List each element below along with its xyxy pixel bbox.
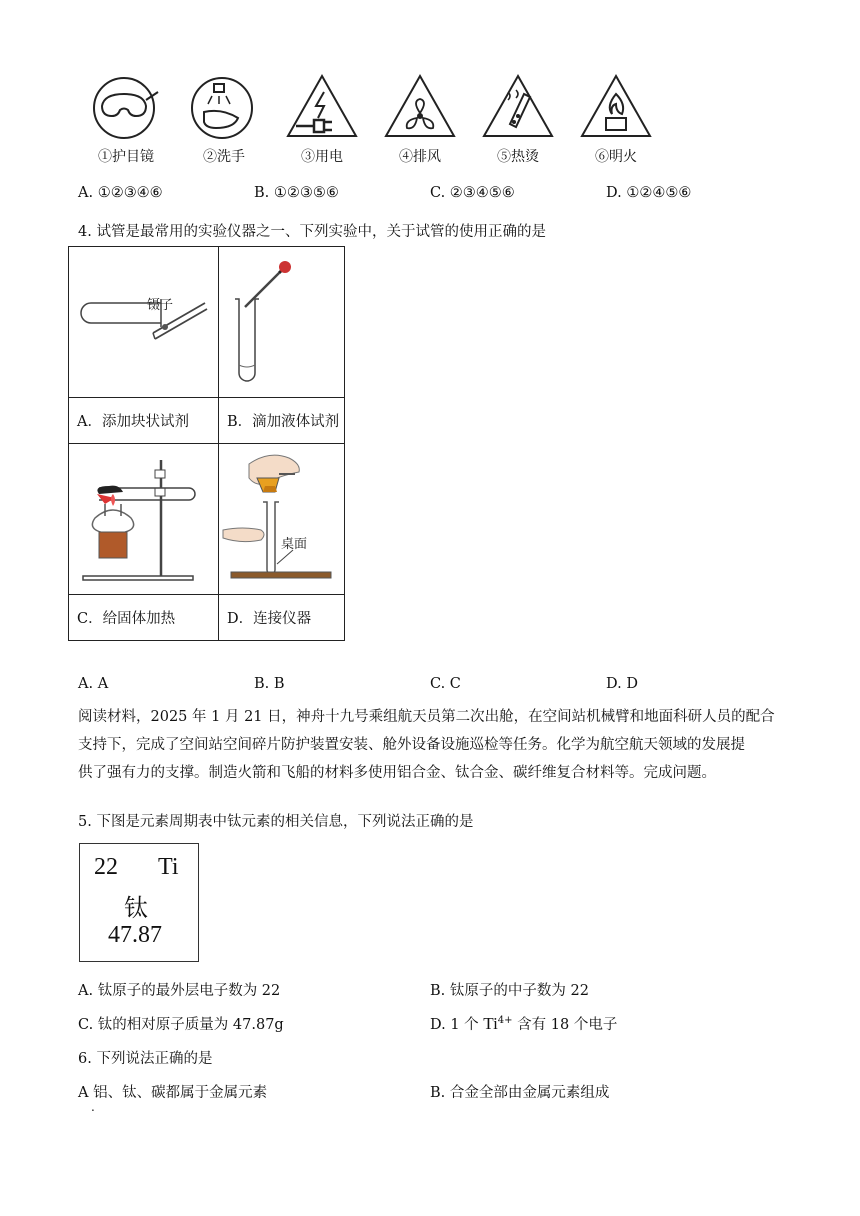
q4-option-d[interactable]: D. D [606, 676, 638, 692]
q3-option-c[interactable]: C. ②③④⑤⑥ [430, 185, 515, 201]
q5-option-d-prefix: D. 1 个 [430, 1017, 479, 1033]
reading-material [78, 703, 788, 787]
q5-option-b[interactable]: B. 钛原子的中子数为 22 [430, 983, 589, 999]
safety-label: ③用电 [301, 149, 343, 165]
tweezers-label: 镊子 [147, 298, 174, 313]
q6-option-a[interactable]: A 铝、钛、碳都属于金属元素 [78, 1085, 268, 1101]
safety-label: ④排风 [399, 149, 441, 165]
figure-add-solid [69, 247, 219, 398]
caption-a: A．添加块状试剂 [69, 398, 219, 444]
figure-add-liquid [219, 247, 345, 398]
dropper-tube-figure [219, 247, 344, 393]
caption-b: B．滴加液体试剂 [219, 398, 345, 444]
q6-stem: 6. 下列说法正确的是 [78, 1051, 213, 1067]
heating-apparatus-figure [69, 444, 218, 590]
element-name: 钛 [124, 894, 148, 922]
reading-line: 阅读材料，2025 年 1 月 21 日，神舟十九号乘组航天员第二次出舱，在空间站机械臂和地面科研人员的配合 [78, 709, 775, 725]
q4-option-a[interactable]: A. A [78, 676, 109, 692]
q4-stem: 4. 试管是最常用的实验仪器之一、下列实验中，关于试管的使用正确的是 [78, 224, 546, 240]
safety-label: ⑥明火 [595, 149, 637, 165]
reading-line: 支持下，完成了空间站空间碎片防护装置安装、舱外设备设施巡检等任务。化学为航空航天领域的发展提 [78, 737, 745, 753]
q5-option-d[interactable] [430, 1013, 617, 1034]
q3-option-d[interactable]: D. ①②④⑤⑥ [606, 185, 692, 201]
caption-d: D．连接仪器 [219, 595, 345, 641]
q4-option-b[interactable]: B. B [254, 676, 285, 692]
ventilation-fan-icon [380, 70, 460, 166]
caption-c: C．给固体加热 [69, 595, 219, 641]
desk-label: 桌面 [281, 537, 308, 552]
dot-mark: . [91, 1100, 95, 1114]
electricity-icon [282, 70, 362, 166]
safety-label: ①护目镜 [98, 149, 154, 165]
q5-option-c[interactable]: C. 钛的相对原子质量为 47.87g [78, 1017, 284, 1033]
q5-option-a[interactable]: A. 钛原子的最外层电子数为 22 [78, 983, 281, 999]
figure-connect-apparatus [219, 444, 345, 595]
hand-wash-icon [184, 70, 264, 166]
q4-option-c[interactable]: C. C [430, 676, 461, 692]
safety-label: ⑤热烫 [497, 149, 539, 165]
q3-option-b[interactable]: B. ①②③⑤⑥ [254, 185, 339, 201]
reading-line: 供了强有力的支撑。制造火箭和飞船的材料多使用铝合金、钛合金、碳纤维复合材料等。完成问题。 [78, 765, 716, 781]
q5-option-d-suffix: 含有 18 个电子 [517, 1017, 618, 1033]
press-stopper-figure [219, 444, 344, 590]
hot-surface-icon [478, 70, 558, 166]
atomic-mass: 47.87 [108, 922, 162, 948]
figure-heat-solid [69, 444, 219, 595]
ion-charge: 4+ [497, 1015, 513, 1027]
periodic-element-card [79, 843, 199, 962]
q6-option-b[interactable]: B. 合金全部由金属元素组成 [430, 1085, 610, 1101]
tweezers-tube-figure [69, 247, 218, 393]
atomic-number: 22 [94, 854, 118, 880]
safety-icon-row [78, 70, 658, 166]
safety-label: ②洗手 [203, 149, 245, 165]
q3-option-a[interactable]: A. ①②③④⑥ [78, 185, 163, 201]
q5-stem: 5. 下图是元素周期表中钛元素的相关信息，下列说法正确的是 [78, 814, 474, 830]
ion-symbol: Ti [483, 1014, 498, 1033]
open-flame-icon [576, 70, 656, 166]
element-symbol: Ti [158, 854, 179, 880]
goggles-icon [86, 70, 166, 166]
q4-figure-table [68, 246, 345, 641]
